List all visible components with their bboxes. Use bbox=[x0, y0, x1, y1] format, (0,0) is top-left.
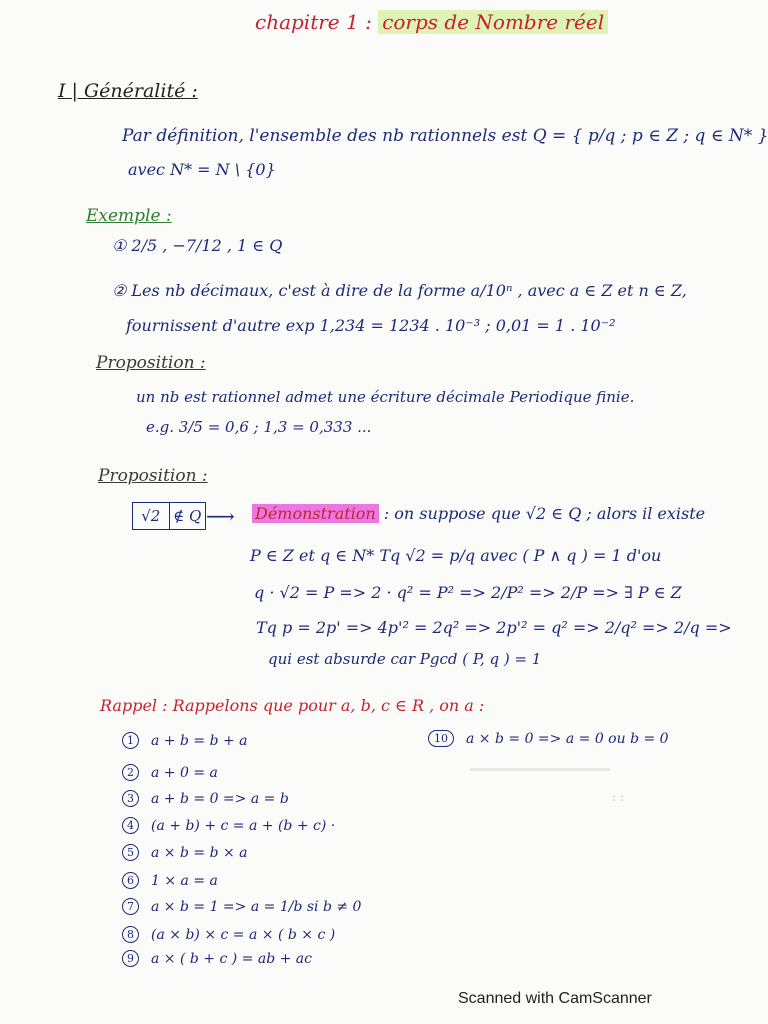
rappel-item-text: a + b = b + a bbox=[151, 732, 248, 749]
proposition-2-heading: Proposition : bbox=[98, 466, 208, 486]
rappel-item-text: a + 0 = a bbox=[151, 764, 218, 781]
rappel-item-10 bbox=[428, 730, 669, 747]
number-circle-icon: 1 bbox=[122, 732, 139, 749]
title-prefix: chapitre 1 : bbox=[255, 10, 379, 34]
number-circle-icon: 4 bbox=[122, 817, 139, 834]
rappel-item-text: a + b = 0 => a = b bbox=[151, 790, 289, 807]
demonstration-intro: : on suppose que √2 ∈ Q ; alors il existe bbox=[378, 504, 706, 523]
proposition-1-heading: Proposition : bbox=[96, 353, 206, 373]
number-circle-icon: 8 bbox=[122, 926, 139, 943]
example-heading: Exemple : bbox=[86, 206, 172, 226]
faint-erased-mark bbox=[470, 768, 610, 771]
example-item-2-line-2: fournissent d'autre exp 1,234 = 1234 . 10⁻³ ; 0,01 = 1 . 10⁻² bbox=[126, 316, 616, 335]
rappel-item-text: (a + b) + c = a + (b + c) · bbox=[151, 817, 336, 834]
sqrt2-box-left: √2 bbox=[141, 507, 161, 525]
rappel-item bbox=[122, 732, 248, 749]
number-circle-icon: 5 bbox=[122, 844, 139, 861]
section-heading: I | Généralité : bbox=[58, 80, 198, 102]
proof-line-4: qui est absurde car Pgcd ( P, q ) = 1 bbox=[268, 650, 542, 668]
number-circle-icon: 6 bbox=[122, 872, 139, 889]
number-circle-icon: 10 bbox=[428, 730, 454, 747]
rappel-item bbox=[122, 898, 361, 915]
arrow-right-icon: ⟶ bbox=[206, 504, 235, 528]
sqrt2-box-right: ∉ Q bbox=[169, 503, 206, 529]
example-item-1: ① 2/5 , −7/12 , 1 ∈ Q bbox=[112, 236, 283, 255]
number-circle-icon: 2 bbox=[122, 764, 139, 781]
number-circle-icon: 3 bbox=[122, 790, 139, 807]
rappel-item bbox=[122, 926, 335, 943]
definition-line-1: Par définition, l'ensemble des nb rationnels est Q = { p/q ; p ∈ Z ; q ∈ N* } bbox=[122, 126, 768, 146]
rappel-item-text: (a × b) × c = a × ( b × c ) bbox=[151, 926, 336, 943]
rappel-item bbox=[122, 950, 312, 967]
proposition-1-line-2: e.g. 3/5 = 0,6 ; 1,3 = 0,333 ... bbox=[146, 418, 372, 436]
proof-line-2: q · √2 = P => 2 · q² = P² => 2/P² => 2/P => ∃ P ∈ Z bbox=[254, 583, 682, 602]
sqrt2-box bbox=[132, 502, 206, 530]
example-item-2-line-1: ② Les nb décimaux, c'est à dire de la forme a/10ⁿ , avec a ∈ Z et n ∈ Z, bbox=[112, 281, 687, 300]
definition-line-2: avec N* = N \ {0} bbox=[128, 160, 276, 179]
stray-dots: : : bbox=[612, 790, 624, 804]
rappel-item bbox=[122, 817, 335, 834]
demonstration-label: Démonstration bbox=[252, 504, 379, 523]
rappel-item-text: 1 × a = a bbox=[151, 872, 218, 889]
page-title bbox=[255, 12, 608, 32]
proof-line-1: P ∈ Z et q ∈ N* Tq √2 = p/q avec ( P ∧ q ) = 1 d'ou bbox=[250, 546, 662, 565]
proposition-1-line-1: un nb est rationnel admet une écriture décimale Periodique finie. bbox=[136, 388, 635, 406]
number-circle-icon: 7 bbox=[122, 898, 139, 915]
rappel-item bbox=[122, 844, 248, 861]
rappel-item-text: a × b = b × a bbox=[151, 844, 248, 861]
rappel-item-text: a × ( b + c ) = ab + ac bbox=[151, 950, 312, 967]
rappel-item bbox=[122, 872, 218, 889]
rappel-item bbox=[122, 790, 289, 807]
rappel-item bbox=[122, 764, 218, 781]
title-highlight: corps de Nombre réel bbox=[378, 10, 608, 34]
rappel-item-text: a × b = 0 => a = 0 ou b = 0 bbox=[466, 730, 669, 747]
proof-line-3: Tq p = 2p' => 4p'² = 2q² => 2p'² = q² => 2/q² => 2/q => bbox=[256, 618, 732, 637]
rappel-item-text: a × b = 1 => a = 1/b si b ≠ 0 bbox=[151, 898, 362, 915]
number-circle-icon: 9 bbox=[122, 950, 139, 967]
camscanner-watermark: Scanned with CamScanner bbox=[458, 990, 652, 1007]
rappel-heading: Rappel : Rappelons que pour a, b, c ∈ R , on a : bbox=[100, 696, 485, 715]
demonstration-line bbox=[252, 506, 705, 522]
